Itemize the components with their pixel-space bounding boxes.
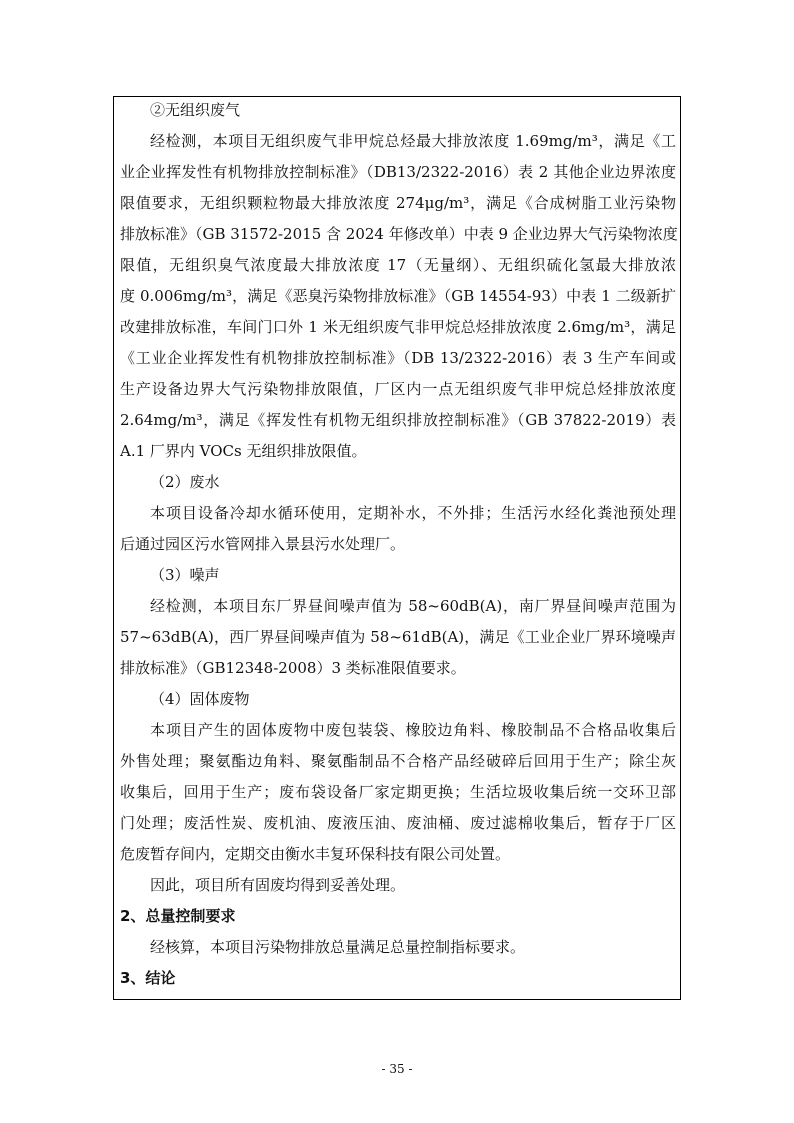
paragraph-line: 本项目设备冷却水循环使用，定期补水，不外排；生活污水经化粪池预处理	[150, 504, 676, 522]
paragraph-line: 57~63dB(A)，西厂界昼间噪声值为 58~61dB(A)，满足《工业企业厂界环境噪声	[120, 628, 676, 646]
subheading-wastewater: （2）废水	[150, 473, 220, 491]
paragraph-line: 改建排放标准，车间门口外 1 米无组织废气非甲烷总烃排放浓度 2.6mg/m³，满足	[120, 318, 676, 336]
subheading-noise: （3）噪声	[150, 566, 220, 584]
page-number: - 35 -	[381, 1062, 413, 1076]
paragraph-line: 经检测，本项目东厂界昼间噪声值为 58~60dB(A)，南厂界昼间噪声范围为	[150, 597, 676, 615]
section-heading-total-control: 2、总量控制要求	[120, 907, 236, 925]
section-heading-conclusion: 3、结论	[120, 969, 176, 987]
paragraph-line: 后通过园区污水管网排入景县污水处理厂。	[120, 535, 406, 553]
paragraph-line: 经检测，本项目无组织废气非甲烷总烃最大排放浓度 1.69mg/m³，满足《工	[150, 132, 676, 150]
paragraph-line: 排放标准》（GB12348-2008）3 类标准限值要求。	[120, 659, 466, 677]
subheading-unorganized-gas: ②无组织废气	[150, 101, 241, 119]
paragraph-line: 收集后，回用于生产；废布袋设备厂家定期更换；生活垃圾收集后统一交环卫部	[120, 783, 676, 801]
paragraph-line: 门处理；废活性炭、废机油、废液压油、废油桶、废过滤棉收集后，暂存于厂区	[120, 814, 676, 832]
paragraph-line: 因此，项目所有固废均得到妥善处理。	[150, 876, 406, 894]
paragraph-line: 业企业挥发性有机物排放控制标准》（DB13/2322-2016）表 2 其他企业边界浓度	[120, 163, 676, 181]
paragraph-line: 《工业企业挥发性有机物排放控制标准》（DB 13/2322-2016）表 3 生产车间或	[120, 349, 676, 367]
paragraph-line: 度 0.006mg/m³，满足《恶臭污染物排放标准》（GB 14554-93）中表 1 二级新扩	[120, 287, 676, 305]
paragraph-line: 限值要求，无组织颗粒物最大排放浓度 274μg/m³，满足《合成树脂工业污染物	[120, 194, 676, 212]
paragraph-line: A.1 厂界内 VOCs 无组织排放限值。	[120, 442, 367, 460]
paragraph-line: 生产设备边界大气污染物排放限值，厂区内一点无组织废气非甲烷总烃排放浓度	[120, 380, 676, 398]
paragraph-line: 经核算，本项目污染物排放总量满足总量控制指标要求。	[150, 938, 526, 956]
paragraph-line: 排放标准》（GB 31572-2015 含 2024 年修改单）中表 9 企业边界大气污染物浓度	[120, 225, 678, 243]
paragraph-line: 危废暂存间内，定期交由衡水丰复环保科技有限公司处置。	[120, 845, 511, 863]
subheading-solid-waste: （4）固体废物	[150, 690, 250, 708]
paragraph-line: 限值，无组织臭气浓度最大排放浓度 17（无量纲）、无组织硫化氢最大排放浓	[120, 256, 676, 274]
paragraph-line: 2.64mg/m³，满足《挥发性有机物无组织排放控制标准》（GB 37822-2019）表	[120, 411, 676, 429]
paragraph-line: 本项目产生的固体废物中废包装袋、橡胶边角料、橡胶制品不合格品收集后	[150, 721, 676, 739]
paragraph-line: 外售处理；聚氨酯边角料、聚氨酯制品不合格产品经破碎后回用于生产；除尘灰	[120, 752, 676, 770]
